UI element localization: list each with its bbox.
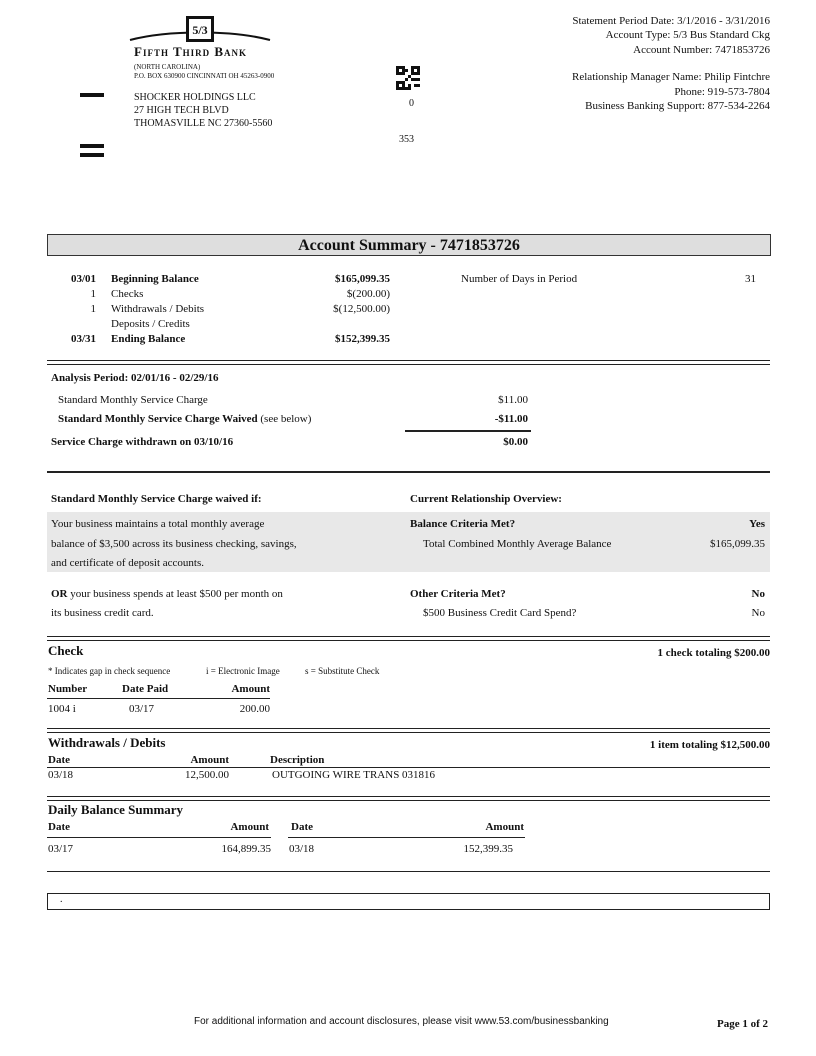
waiver-line-2: balance of $3,500 across its business checking, savings,	[51, 538, 297, 550]
barcode-2d	[396, 66, 420, 90]
summary-label: Beginning Balance	[111, 273, 199, 285]
check-legend-substitute: s = Substitute Check	[305, 666, 380, 676]
summary-label: Checks	[111, 288, 144, 300]
subtotal-line	[405, 430, 531, 432]
check-number: 1004 i	[48, 703, 76, 715]
logo-mark-text: 5/3	[192, 23, 208, 37]
account-summary-header	[47, 234, 771, 256]
withdrawals-section-title: Withdrawals / Debits	[48, 735, 166, 750]
service-charge-waived	[58, 413, 311, 425]
check-col-date: Date Paid	[122, 683, 169, 695]
service-charge-waived-note: (see below)	[260, 413, 312, 425]
daily-amount: 164,899.35	[221, 843, 271, 855]
bank-logo-emblem	[128, 14, 272, 44]
withdrawal-date: 03/18	[48, 769, 74, 781]
daily-amount: 152,399.35	[463, 843, 513, 855]
daily-header-line-2	[288, 837, 525, 838]
statement-period: Statement Period Date: 3/1/2016 - 3/31/2016	[572, 15, 770, 27]
account-type: Account Type: 5/3 Bus Standard Ckg	[605, 29, 770, 41]
summary-amount: $152,399.35	[335, 333, 390, 345]
waiver-or-text: your business spends at least $500 per month on	[67, 588, 283, 600]
service-charge-waived-label: Standard Monthly Service Charge Waived	[58, 413, 258, 425]
withdrawals-header-line	[47, 767, 770, 768]
waiver-or-word: OR	[51, 588, 68, 600]
combined-balance-label: Total Combined Monthly Average Balance	[423, 538, 612, 550]
summary-amount: $(12,500.00)	[333, 303, 390, 315]
check-col-amount: Amount	[231, 683, 270, 695]
daily-header-line-1	[47, 837, 271, 838]
mail-code-1: 0	[409, 98, 414, 109]
days-in-period-label: Number of Days in Period	[461, 273, 578, 285]
balance-criteria-value: Yes	[749, 518, 765, 530]
check-legend-image: i = Electronic Image	[206, 666, 280, 676]
relationship-title: Current Relationship Overview:	[410, 493, 562, 505]
withdrawal-amount: 12,500.00	[185, 769, 229, 781]
daily-col-amount: Amount	[230, 821, 269, 833]
card-spend-label: $500 Business Credit Card Spend?	[423, 607, 577, 619]
check-date: 03/17	[129, 703, 155, 715]
waiver-line-3: and certificate of deposit accounts.	[51, 557, 205, 569]
daily-balance-title: Daily Balance Summary	[48, 802, 184, 817]
manager-phone: Phone: 919-573-7804	[674, 86, 770, 98]
summary-label: Deposits / Credits	[111, 318, 190, 330]
footer-info: For additional information and account disclosures, please visit www.53.com/businessbanking	[194, 1016, 609, 1027]
page-number: Page 1 of 2	[716, 1018, 768, 1030]
divider	[47, 728, 770, 733]
waiver-title: Standard Monthly Service Charge waived if:	[51, 493, 262, 505]
bank-name: Fifth Third Bank	[134, 44, 248, 59]
other-criteria-value: No	[751, 588, 765, 600]
daily-col-date-2: Date	[291, 821, 313, 833]
service-charge-withdrawn-label: Service Charge withdrawn on 03/10/16	[51, 436, 234, 448]
mail-mark-3	[80, 153, 104, 157]
bank-region: (NORTH CAROLINA)	[134, 63, 201, 71]
balance-criteria-label: Balance Criteria Met?	[410, 518, 516, 530]
summary-date: 03/31	[70, 333, 96, 345]
daily-date: 03/17	[48, 843, 74, 855]
summary-amount: $(200.00)	[346, 288, 390, 300]
check-header-line	[47, 698, 270, 699]
withdrawals-section-total: 1 item totaling $12,500.00	[649, 739, 770, 751]
divider	[47, 871, 770, 872]
divider	[47, 471, 770, 473]
summary-count: 1	[90, 303, 96, 315]
recipient-address-line1: 27 HIGH TECH BLVD	[134, 105, 229, 116]
check-section-title: Check	[48, 643, 84, 658]
daily-col-date: Date	[48, 821, 70, 833]
bank-po-box: P.O. BOX 630900 CINCINNATI OH 45263-0900	[134, 72, 275, 80]
summary-label: Withdrawals / Debits	[111, 303, 205, 315]
summary-date: 03/01	[70, 273, 96, 285]
withdrawals-col-amount: Amount	[190, 754, 229, 766]
withdrawals-col-date: Date	[48, 754, 70, 766]
divider	[47, 796, 770, 801]
support-phone: Business Banking Support: 877-534-2264	[585, 100, 770, 112]
divider	[47, 636, 770, 641]
check-section-total: 1 check totaling $200.00	[657, 647, 770, 659]
mail-code-2: 353	[399, 134, 414, 145]
check-col-number: Number	[48, 683, 88, 695]
summary-label: Ending Balance	[111, 333, 186, 345]
summary-count: 1	[90, 288, 96, 300]
service-charge-label: Standard Monthly Service Charge	[58, 394, 208, 406]
divider	[47, 360, 770, 365]
withdrawals-col-description: Description	[270, 754, 325, 766]
check-legend-gap: * Indicates gap in check sequence	[48, 666, 171, 676]
service-charge-waived-value: -$11.00	[494, 413, 528, 425]
mail-mark-1	[80, 93, 104, 97]
notice-box	[47, 893, 770, 910]
account-summary-title: Account Summary - 7471853726	[298, 237, 520, 254]
card-spend-value: No	[751, 607, 765, 619]
waiver-or-line-2: its business credit card.	[51, 607, 154, 619]
other-criteria-label: Other Criteria Met?	[410, 588, 506, 600]
waiver-line-1: Your business maintains a total monthly average	[51, 518, 265, 530]
recipient-name: SHOCKER HOLDINGS LLC	[134, 92, 256, 103]
account-number: Account Number: 7471853726	[633, 44, 770, 56]
combined-balance-value: $165,099.35	[710, 538, 765, 550]
daily-col-amount-2: Amount	[485, 821, 524, 833]
relationship-manager: Relationship Manager Name: Philip Fintchre	[572, 71, 770, 83]
withdrawal-description: OUTGOING WIRE TRANS 031816	[272, 769, 436, 781]
days-in-period-value: 31	[745, 273, 756, 285]
recipient-address-line2: THOMASVILLE NC 27360-5560	[134, 118, 273, 129]
mail-mark-2	[80, 144, 104, 148]
summary-amount: $165,099.35	[335, 273, 390, 285]
notice-text: .	[60, 894, 63, 905]
service-charge-withdrawn-value: $0.00	[503, 436, 528, 448]
daily-date: 03/18	[289, 843, 315, 855]
analysis-period-title: Analysis Period: 02/01/16 - 02/29/16	[51, 372, 219, 384]
check-amount: 200.00	[239, 703, 270, 715]
service-charge-value: $11.00	[498, 394, 528, 406]
waiver-or-line-1	[51, 588, 283, 600]
